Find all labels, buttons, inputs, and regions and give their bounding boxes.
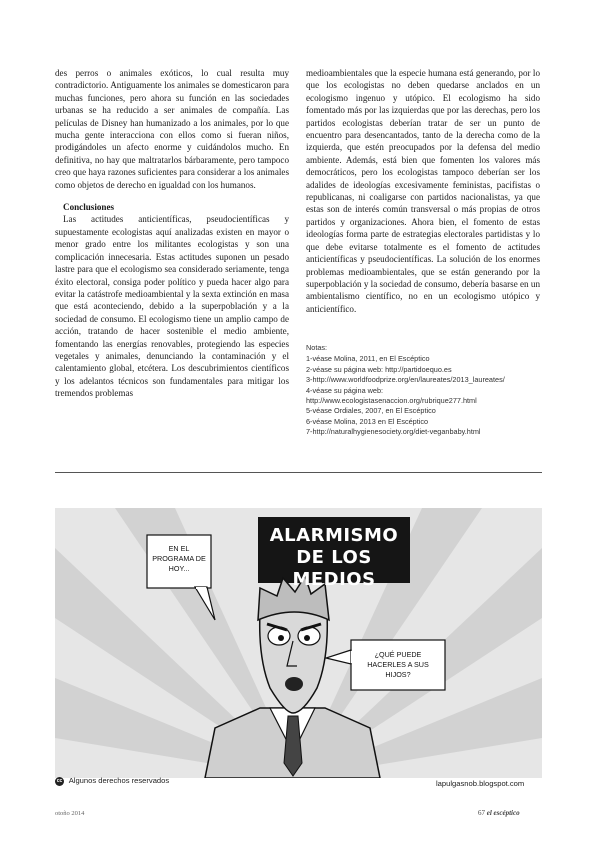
notes-label: Notas: [306, 343, 328, 352]
speech-bubble-left-text: EN EL PROGRAMA DE HOY... [152, 544, 206, 573]
anchor-mouth [285, 677, 303, 691]
note-item: 5-véase Ordiales, 2007, en El Escéptico [306, 406, 436, 416]
footer-date: otoño 2014 [55, 810, 85, 817]
magazine-name: el escéptico [486, 809, 520, 817]
note-item: 1-véase Molina, 2011, en El Escéptico [306, 354, 430, 364]
notes-section [306, 343, 546, 438]
article-paragraph: Las actitudes anticientíficas, pseudocientíficas y supuestamente ecologistas aquí analizadas existen en mayor o menor grado entre los militantes ecologistas y son una complicación innecesaria. Estas actitudes suponen un pesado lastre para que el ecologismo sea considerado seriamente, tenga éxito electoral, consiga poder político y pueda hacer algo para evitar la catástrofe medioambiental y la sexta extinción en masa que está aconteciendo, debido a la superpoblación y a la sociedad de consumo. El ecologismo tiene un amplio campo de acción, tratando de hacer sostenible el medio ambiente, fomentando las energías renovables, protegiendo las especies vegetales y animales, denunciando la contaminación y el calentamiento global, etcétera. Los descubrimientos científicos y los adelantos técnicos son fundamentales para mitigar los tremendos problemas [55, 214, 289, 399]
article-right-column [306, 67, 540, 315]
footer-page-info [478, 809, 520, 817]
note-item: 4-véase su página web: http://www.ecologistasenaccion.org/rubrique277.html [306, 385, 477, 406]
rights-notice: cc Algunos derechos reservados [56, 776, 170, 785]
page-number: 67 [478, 809, 485, 817]
creative-commons-icon: cc [56, 777, 63, 784]
section-heading-conclusiones: Conclusiones [63, 202, 115, 213]
note-item: 6-véase Molina, 2013 en El Escéptico [306, 416, 429, 426]
section-divider [55, 472, 542, 473]
note-item: 3-http://www.worldfoodprize.org/en/laureates/2013_laureates/ [306, 375, 505, 385]
article-paragraph: des perros o animales exóticos, lo cual resulta muy contradictorio. Antiguamente los animales se domesticaron para muchas funciones, pero ahora su función en las sociedades urbanas se ha reducido a ser animales de compañía. Las películas de Disney han humanizado a los animales, por lo que mucha gente interacciona con ellos como si fueran niños, prodigándoles un afecto enorme y cuidándolos mucho. En definitiva, no hay que maltratarlos bárbaramente, pero tampoco creo que haya razones suficientes para considerar a los animales como objetos de derecho en igualdad con los humanos. [55, 68, 289, 190]
note-item: 2-véase su página web: http://partidoequo.es [306, 364, 452, 374]
article-paragraph: medioambientales que la especie humana está generando, por lo que los ecologistas no deben quedarse anclados en un ecologismo ingenuo y utópico. El ecologismo ha sido fomentado más por las izquierdas que por las derechas, pero los partidos ecologistas deberían tratar de ser un punto de encuentro para desencantados, tanto de la derecha como de la izquierda, que estén preocupados por la defensa del medio ambiente. Además, está bien que fomenten los valores más democráticos, pero los ecologistas tampoco deberían ser los adalides de ideologías excesivamente feministas, pacifistas o republicanas, ni coaligarse con partidos nacionalistas, ya que estas son de interés común transversal o más propias de otros partidos y organizaciones. Ahora bien, el fomento de estas ideologías forma parte de estrategias electorales partidistas y lo que debe evitarse totalmente es el fomento de actitudes anticientíficas y pseudocientíficas. La solución de los enormes problemas medioambientales, que se están generando por la superpoblación y la sociedad de consumo, debería basarse en un ambientalismo científico, no en un ecologismo utópico y anticientífico. [306, 68, 540, 314]
tv-headline: ALARMISMO DE LOS MEDIOS [269, 525, 399, 590]
article-left-column [55, 67, 289, 400]
note-item: 7-http://naturalhygienesociety.org/diet-veganbaby.html [306, 427, 481, 437]
comic-blog-link[interactable]: lapulgasnob.blogspot.com [436, 779, 525, 788]
speech-bubble-right-text: ¿QUÉ PUEDE HACERLES A SUS HIJOS? [367, 650, 429, 679]
